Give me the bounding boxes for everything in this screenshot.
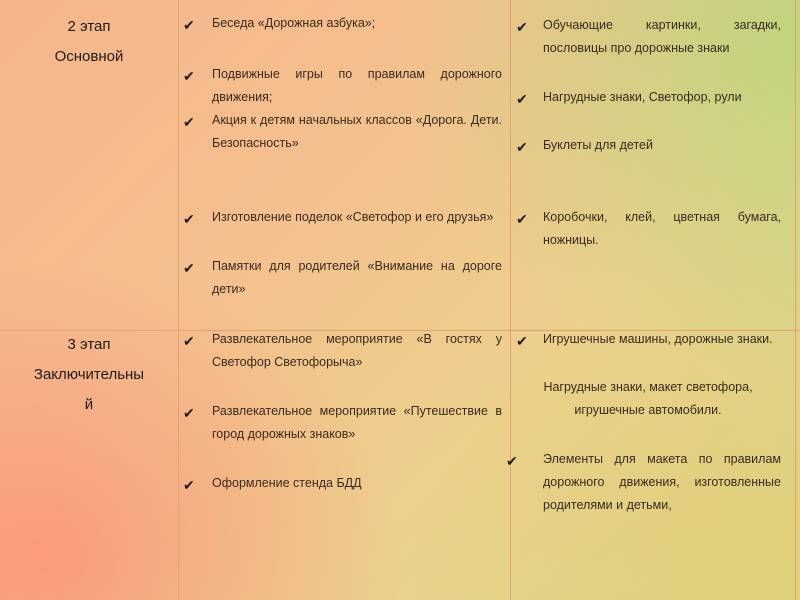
material-item: Игрушечные машины, дорожные знаки. [543,332,773,346]
check-icon: ✔ [516,211,528,227]
table-column-divider-3 [795,0,796,600]
activity-item: Развлекательное мероприятие «Путешествие в город дорожных знаков» [212,404,502,441]
check-icon: ✔ [516,139,528,155]
check-icon: ✔ [516,333,528,349]
stage-number: 3 этап [67,336,111,353]
material-item: Нагрудные знаки, макет светофора, игрушечные автомобили. [543,380,753,417]
check-icon: ✔ [183,68,195,84]
check-icon: ✔ [516,19,528,35]
material-item: Элементы для макета по правилам дорожного движения, изготовленные родителями и детьми, [543,452,781,512]
check-icon: ✔ [183,211,195,227]
check-icon: ✔ [183,405,195,421]
check-icon: ✔ [516,91,528,107]
stage-title: Заключительны [33,366,145,383]
check-icon: ✔ [183,17,195,33]
stage-number: 2 этап [67,18,111,35]
table-column-divider-1 [178,0,179,600]
table-column-divider-2 [510,0,511,600]
activity-item: Развлекательное мероприятие «В гостях у Светофор Светофорыча» [212,332,502,369]
check-icon: ✔ [183,333,195,349]
activity-item: Изготовление поделок «Светофор и его друзья» [212,210,494,224]
material-item: Нагрудные знаки, Светофор, рули [543,90,742,104]
activity-item: Беседа «Дорожная азбука»; [212,16,376,30]
check-icon: ✔ [183,260,195,276]
check-icon: ✔ [183,477,195,493]
material-item: Обучающие картинки, загадки, пословицы про дорожные знаки [543,18,781,55]
activity-item: Акция к детям начальных классов «Дорога. Дети. Безопасность» [212,113,502,150]
stage-title-wrap: й [84,396,94,413]
stage-cell-3 [0,330,178,420]
check-icon: ✔ [506,453,518,469]
activity-item: Памятки для родителей «Внимание на дороге дети» [212,259,502,296]
activity-item: Подвижные игры по правилам дорожного движения; [212,67,502,104]
material-item: Коробочки, клей, цветная бумага, ножницы. [543,210,781,247]
material-item: Буклеты для детей [543,138,653,152]
stage-cell-2 [0,12,178,72]
activity-item: Оформление стенда БДД [212,476,362,490]
check-icon: ✔ [183,114,195,130]
stage-title: Основной [54,48,124,65]
